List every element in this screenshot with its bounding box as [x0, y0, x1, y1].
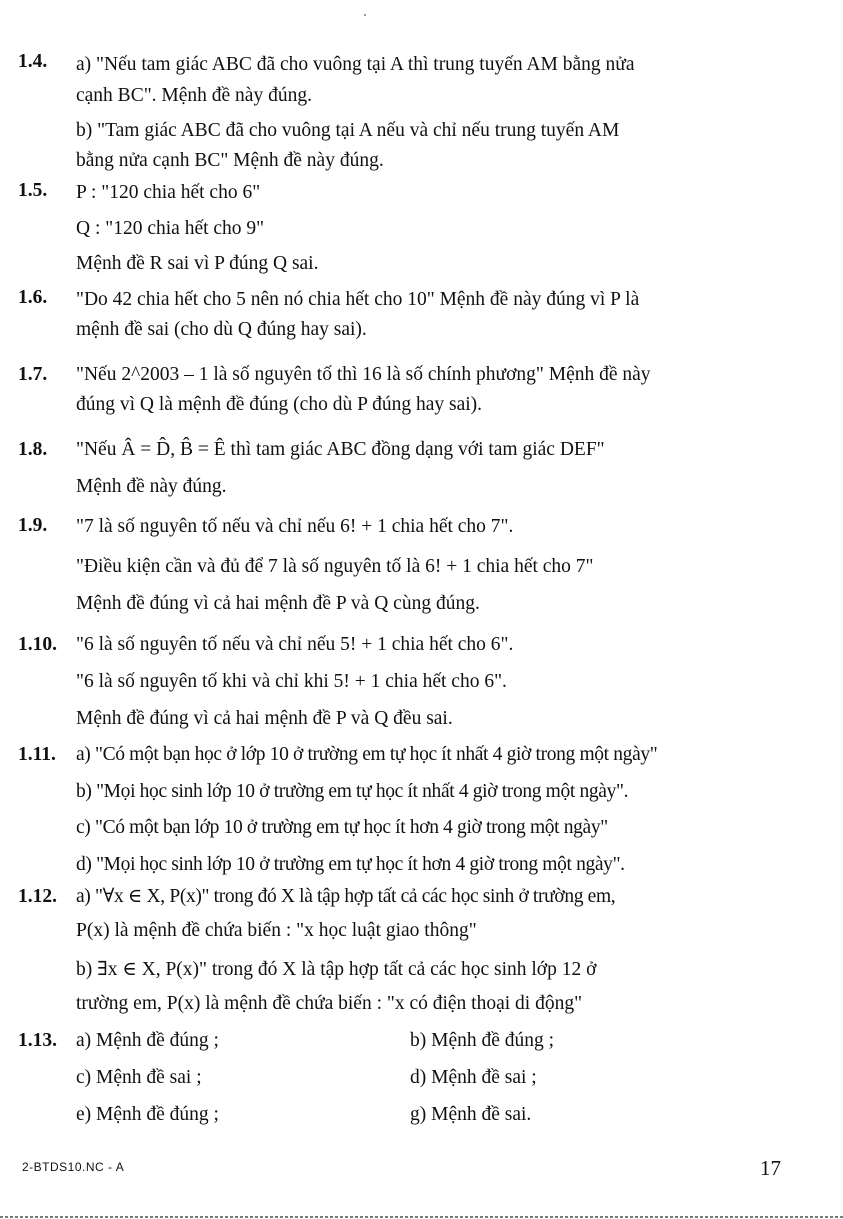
- text-line: cạnh BC". Mệnh đề này đúng.: [76, 85, 312, 106]
- problem-number: 1.9.: [18, 515, 48, 536]
- text-line: "Nếu 2^2003 – 1 là số nguyên tố thì 16 là số chính phương" Mệnh đề này: [76, 364, 651, 385]
- text-line: b) "Tam giác ABC đã cho vuông tại A nếu và chỉ nếu trung tuyến AM: [76, 120, 620, 141]
- text-line: b) "Mọi học sinh lớp 10 ở trường em tự học ít nhất 4 giờ trong một ngày".: [76, 781, 629, 802]
- text-line: bằng nửa cạnh BC" Mệnh đề này đúng.: [76, 150, 384, 171]
- text-line: a) "Có một bạn học ở lớp 10 ở trường em tự học ít nhất 4 giờ trong một ngày": [76, 744, 658, 765]
- problem-number: 1.6.: [18, 287, 48, 308]
- text-line: Mệnh đề đúng vì cả hai mệnh đề P và Q cùng đúng.: [76, 593, 480, 614]
- text-line: trường em, P(x) là mệnh đề chứa biến : "x có điện thoại di động": [76, 993, 583, 1014]
- text-line: Q : "120 chia hết cho 9": [76, 218, 265, 239]
- problem-number: 1.8.: [18, 439, 48, 460]
- problem-number: 1.11.: [18, 744, 56, 765]
- text-line: "Điều kiện cần và đủ để 7 là số nguyên tố là 6! + 1 chia hết cho 7": [76, 556, 594, 577]
- text-line: b) ∃x ∈ X, P(x)" trong đó X là tập hợp tất cả các học sinh lớp 12 ở: [76, 959, 597, 980]
- text-line: a) "∀x ∈ X, P(x)" trong đó X là tập hợp tất cả các học sinh ở trường em,: [76, 886, 616, 907]
- text-line: b) Mệnh đề đúng ;: [410, 1030, 555, 1051]
- text-line: "Nếu Â = D̂, B̂ = Ê thì tam giác ABC đồng dạng với tam giác DEF": [76, 439, 605, 460]
- page-number: 17: [760, 1156, 781, 1180]
- text-line: đúng vì Q là mệnh đề đúng (cho dù P đúng hay sai).: [76, 394, 483, 415]
- problem-number: 1.5.: [18, 180, 48, 201]
- problem-number: 1.4.: [18, 51, 48, 72]
- speck: [364, 14, 366, 16]
- text-line: "7 là số nguyên tố nếu và chỉ nếu 6! + 1 chia hết cho 7".: [76, 516, 514, 537]
- problem-number: 1.7.: [18, 364, 48, 385]
- problem-number: 1.12.: [18, 886, 57, 907]
- text-line: a) Mệnh đề đúng ;: [76, 1030, 219, 1051]
- text-line: e) Mệnh đề đúng ;: [76, 1104, 219, 1125]
- text-line: P : "120 chia hết cho 6": [76, 182, 261, 203]
- text-line: d) "Mọi học sinh lớp 10 ở trường em tự học ít hơn 4 giờ trong một ngày".: [76, 854, 625, 875]
- footer-code: 2-BTDS10.NC - A: [22, 1160, 125, 1174]
- text-line: Mệnh đề đúng vì cả hai mệnh đề P và Q đều sai.: [76, 708, 453, 729]
- text-line: g) Mệnh đề sai.: [410, 1104, 532, 1125]
- problem-number: 1.13.: [18, 1030, 57, 1051]
- text-line: "6 là số nguyên tố khi và chỉ khi 5! + 1 chia hết cho 6".: [76, 671, 507, 692]
- text-line: "6 là số nguyên tố nếu và chỉ nếu 5! + 1 chia hết cho 6".: [76, 634, 514, 655]
- bottom-border: [0, 1216, 843, 1218]
- text-line: Mệnh đề R sai vì P đúng Q sai.: [76, 253, 319, 274]
- text-line: "Do 42 chia hết cho 5 nên nó chia hết cho 10" Mệnh đề này đúng vì P là: [76, 289, 640, 310]
- problem-number: 1.10.: [18, 634, 57, 655]
- text-line: c) "Có một bạn lớp 10 ở trường em tự học ít hơn 4 giờ trong một ngày": [76, 817, 608, 838]
- text-line: Mệnh đề này đúng.: [76, 476, 227, 497]
- text-line: d) Mệnh đề sai ;: [410, 1067, 537, 1088]
- text-line: a) "Nếu tam giác ABC đã cho vuông tại A thì trung tuyến AM bằng nửa: [76, 54, 635, 75]
- text-line: mệnh đề sai (cho dù Q đúng hay sai).: [76, 319, 367, 340]
- text-line: P(x) là mệnh đề chứa biến : "x học luật giao thông": [76, 920, 477, 941]
- text-line: c) Mệnh đề sai ;: [76, 1067, 202, 1088]
